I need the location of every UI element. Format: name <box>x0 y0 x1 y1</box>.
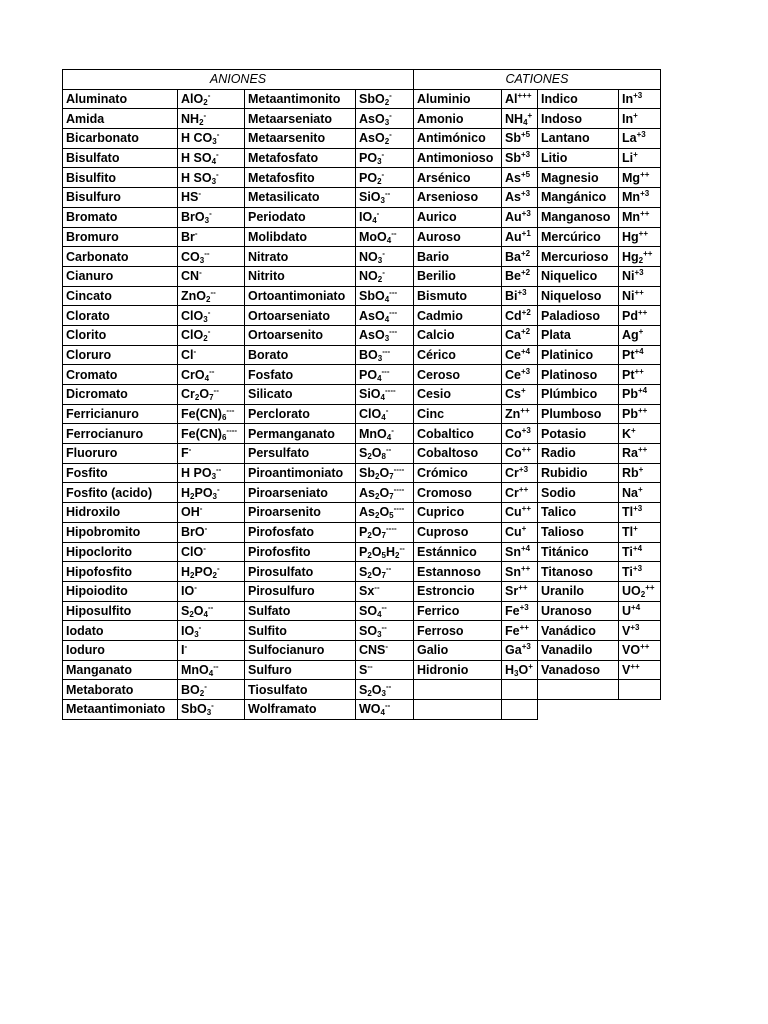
anion-name: Metaantimonito <box>245 89 356 109</box>
cation-name: Aurico <box>414 207 502 227</box>
anion-formula: IO- <box>178 581 245 601</box>
anion-formula: BrO$_3$- <box>178 207 245 227</box>
anion-formula: $PO_4^{---}$ <box>356 365 414 385</box>
cation-name: Antimónico <box>414 129 502 149</box>
anion-name: Hipoclorito <box>63 542 178 562</box>
table-row <box>63 227 661 247</box>
cation-name: Cobaltico <box>414 424 502 444</box>
anion-formula: SbO$_3$- <box>178 700 245 720</box>
anion-formula: F- <box>178 444 245 464</box>
cation-name: Antimonioso <box>414 148 502 168</box>
cation-name: Crómico <box>414 463 502 483</box>
cation-name: Bario <box>414 247 502 267</box>
cation-name: Indoso <box>538 109 619 129</box>
cation-formula: Li+ <box>619 148 661 168</box>
anion-formula: H $SO_3^-$ <box>178 168 245 188</box>
anion-formula: SbO$_4$--- <box>356 286 414 306</box>
anion-formula: AsO$_3$--- <box>356 325 414 345</box>
anion-name: Sulfocianuro <box>245 640 356 660</box>
cation-formula: Zn++ <box>502 404 538 424</box>
cation-formula: $Sn^{+4}$ <box>502 542 538 562</box>
table-row <box>63 385 661 405</box>
anion-formula: Cl- <box>178 345 245 365</box>
cation-name: Platinico <box>538 345 619 365</box>
anion-formula: $BO_2^-$ <box>178 680 245 700</box>
table-row <box>63 325 661 345</box>
anion-formula: $PO_2^-$ <box>356 168 414 188</box>
anion-name: Metafosfato <box>245 148 356 168</box>
cation-name: Cromoso <box>414 483 502 503</box>
cation-name: Cadmio <box>414 306 502 326</box>
table-row <box>63 424 661 444</box>
cation-name: Titánico <box>538 542 619 562</box>
cation-name: Cuproso <box>414 522 502 542</box>
anion-formula: $P_2O_5H_2^{--}$ <box>356 542 414 562</box>
anion-formula: ClO$_3$- <box>178 306 245 326</box>
cation-formula: Co++ <box>502 444 538 464</box>
cation-name: Indico <box>538 89 619 109</box>
cation-name: Aluminio <box>414 89 502 109</box>
cation-formula: $Ga^{+3}$ <box>502 640 538 660</box>
anion-formula: ClO$_4$- <box>356 404 414 424</box>
cation-name: Galio <box>414 640 502 660</box>
cation-formula: K+ <box>619 424 661 444</box>
cation-name: Uranoso <box>538 601 619 621</box>
anion-formula: $NO_3^-$ <box>356 247 414 267</box>
cation-name: Paladioso <box>538 306 619 326</box>
cation-name: Estannoso <box>414 562 502 582</box>
cation-formula: Al+++ <box>502 89 538 109</box>
table-row <box>63 286 661 306</box>
anion-formula: ClO- <box>178 542 245 562</box>
table-row <box>63 483 661 503</box>
anion-name: Sulfito <box>245 621 356 641</box>
anion-formula: $SO_3^{--}$ <box>356 621 414 641</box>
cation-name: Berilio <box>414 266 502 286</box>
table-row <box>63 601 661 621</box>
cation-name: Vanádico <box>538 621 619 641</box>
anion-formula: $S_2O_4^{--}$ <box>178 601 245 621</box>
cation-formula: $Cd^{+2}$ <box>502 306 538 326</box>
anion-formula: $NH_2^-$ <box>178 109 245 129</box>
cation-name: Radio <box>538 444 619 464</box>
anion-name: Manganato <box>63 660 178 680</box>
anion-formula: AsO$_4$--- <box>356 306 414 326</box>
cation-formula: Rb+ <box>619 463 661 483</box>
anion-name: Sulfuro <box>245 660 356 680</box>
anion-name: Fosfito (acido) <box>63 483 178 503</box>
anion-name: Fosfato <box>245 365 356 385</box>
cation-name: Ceroso <box>414 365 502 385</box>
anion-formula: $As_2O_5^{----}$ <box>356 503 414 523</box>
anion-formula: $IO_4^-$ <box>356 207 414 227</box>
cation-formula: $U^{+4}$ <box>619 601 661 621</box>
cation-formula: Mg++ <box>619 168 661 188</box>
anion-name: Hipoiodito <box>63 581 178 601</box>
cation-name: Cuprico <box>414 503 502 523</box>
cation-name: Auroso <box>414 227 502 247</box>
cation-formula: Sr++ <box>502 581 538 601</box>
table-row <box>63 621 661 641</box>
anion-name: Periodato <box>245 207 356 227</box>
anion-name: Piroarseniato <box>245 483 356 503</box>
cation-name: Cesio <box>414 385 502 405</box>
table-row <box>63 168 661 188</box>
cation-formula: $Co^{+3}$ <box>502 424 538 444</box>
anion-name: Nitrito <box>245 266 356 286</box>
anion-formula: ZnO$_2$-- <box>178 286 245 306</box>
cation-formula: $Bi^{+3}$ <box>502 286 538 306</box>
anion-formula: H $SO_4^-$ <box>178 148 245 168</box>
table-row <box>63 247 661 267</box>
cation-formula: In+ <box>619 109 661 129</box>
table-row <box>63 680 661 700</box>
anion-name: Metasilicato <box>245 188 356 208</box>
anion-name: Hipofosfito <box>63 562 178 582</box>
anion-name: Molibdato <box>245 227 356 247</box>
table-row <box>63 365 661 385</box>
cation-formula: $Ce^{+4}$ <box>502 345 538 365</box>
cation-formula: $Sb^{+3}$ <box>502 148 538 168</box>
cation-formula: Cu+ <box>502 522 538 542</box>
anion-formula: $SO_4^{--}$ <box>356 601 414 621</box>
cation-name: Plata <box>538 325 619 345</box>
anion-formula: MoO$_4$-- <box>356 227 414 247</box>
anion-formula: SiO$_3$-- <box>356 188 414 208</box>
cation-formula: $As^{+5}$ <box>502 168 538 188</box>
cation-formula: Cu++ <box>502 503 538 523</box>
cation-formula: Na+ <box>619 483 661 503</box>
anion-name: Iodato <box>63 621 178 641</box>
table-row <box>63 109 661 129</box>
cation-formula: Pt++ <box>619 365 661 385</box>
anion-formula: CN- <box>178 266 245 286</box>
cation-name: Talioso <box>538 522 619 542</box>
anion-formula: $H_2PO_3^-$ <box>178 483 245 503</box>
cation-formula: Mn++ <box>619 207 661 227</box>
cation-formula: Hg++ <box>619 227 661 247</box>
anion-name: Clorito <box>63 325 178 345</box>
cation-name: Uranilo <box>538 581 619 601</box>
cation-name: Estroncio <box>414 581 502 601</box>
anion-name: Wolframato <box>245 700 356 720</box>
cation-formula: $H_3O^+$ <box>502 660 538 680</box>
anion-name: Sulfato <box>245 601 356 621</box>
anions-header: ANIONES <box>63 70 414 90</box>
cation-name: Plumboso <box>538 404 619 424</box>
empty-cell <box>619 700 661 720</box>
anion-formula: ClO$_2$- <box>178 325 245 345</box>
cation-formula: $NH_4^+$ <box>502 109 538 129</box>
table-row <box>63 207 661 227</box>
table-row <box>63 404 661 424</box>
anion-name: Pirofosfito <box>245 542 356 562</box>
anion-name: Piroarsenito <box>245 503 356 523</box>
empty-cell <box>414 700 502 720</box>
anion-name: Borato <box>245 345 356 365</box>
cation-formula: $Ce^{+3}$ <box>502 365 538 385</box>
empty-cell <box>538 680 619 700</box>
anion-formula: Sx-- <box>356 581 414 601</box>
anion-name: Bicarbonato <box>63 129 178 149</box>
cation-formula: $Ca^{+2}$ <box>502 325 538 345</box>
cation-formula: $Ti^{+3}$ <box>619 562 661 582</box>
empty-cell <box>619 680 661 700</box>
table-row <box>63 266 661 286</box>
anion-formula: OH- <box>178 503 245 523</box>
anion-formula: $Sb_2O_7^{----}$ <box>356 463 414 483</box>
anion-formula: $BO_3^{---}$ <box>356 345 414 365</box>
cation-name: Mercúrico <box>538 227 619 247</box>
cation-name: Hidronio <box>414 660 502 680</box>
cation-name: Ferrico <box>414 601 502 621</box>
anion-name: Metaarsenito <box>245 129 356 149</box>
table-row <box>63 444 661 464</box>
cation-formula: $Sb^{+5}$ <box>502 129 538 149</box>
anion-name: Aluminato <box>63 89 178 109</box>
empty-cell <box>502 680 538 700</box>
anion-name: Hiposulfito <box>63 601 178 621</box>
anion-formula: AsO$_2$- <box>356 129 414 149</box>
cation-name: Lantano <box>538 129 619 149</box>
cation-formula: $Tl^{+3}$ <box>619 503 661 523</box>
cation-formula: Sn++ <box>502 562 538 582</box>
table-row <box>63 700 661 720</box>
anion-formula: CrO$_4$-- <box>178 365 245 385</box>
anion-formula: CNS- <box>356 640 414 660</box>
empty-cell <box>502 700 538 720</box>
table-row <box>63 562 661 582</box>
anion-name: Nitrato <box>245 247 356 267</box>
cation-formula: Ni++ <box>619 286 661 306</box>
anion-formula: Br- <box>178 227 245 247</box>
anion-name: Ferrocianuro <box>63 424 178 444</box>
header-row <box>63 70 661 90</box>
cation-name: Sodio <box>538 483 619 503</box>
cation-formula: $La^{+3}$ <box>619 129 661 149</box>
cation-formula: $Pt^{+4}$ <box>619 345 661 365</box>
cation-formula: $Fe^{+3}$ <box>502 601 538 621</box>
cation-formula: Cr++ <box>502 483 538 503</box>
cation-name: Estánnico <box>414 542 502 562</box>
cation-name: Ferroso <box>414 621 502 641</box>
anion-formula: MnO$_4$- <box>356 424 414 444</box>
anion-formula: SbO$_2$- <box>356 89 414 109</box>
anion-name: Clorato <box>63 306 178 326</box>
anion-name: Bromuro <box>63 227 178 247</box>
anion-name: Metaborato <box>63 680 178 700</box>
anion-formula: $As_2O_7^{----}$ <box>356 483 414 503</box>
cation-name: Mangánico <box>538 188 619 208</box>
table-row <box>63 345 661 365</box>
anion-formula: BrO- <box>178 522 245 542</box>
cation-name: Mercurioso <box>538 247 619 267</box>
anion-formula: $Cr_2O_7^{--}$ <box>178 385 245 405</box>
cation-formula: $As^{+3}$ <box>502 188 538 208</box>
anion-formula: HS- <box>178 188 245 208</box>
cation-formula: $Pb^{+4}$ <box>619 385 661 405</box>
anion-name: Pirosulfato <box>245 562 356 582</box>
table-row <box>63 188 661 208</box>
anion-formula: $S_2O_8^{--}$ <box>356 444 414 464</box>
anion-name: Metafosfito <box>245 168 356 188</box>
anion-formula: I- <box>178 640 245 660</box>
table-row <box>63 463 661 483</box>
anion-formula: $S_2O_7^{--}$ <box>356 562 414 582</box>
anion-formula: $H_2PO_2^-$ <box>178 562 245 582</box>
anion-formula: $CO_3^{--}$ <box>178 247 245 267</box>
anion-formula: MnO$_4$-- <box>178 660 245 680</box>
anion-name: Ferricianuro <box>63 404 178 424</box>
cation-name: Bismuto <box>414 286 502 306</box>
anion-name: Amida <box>63 109 178 129</box>
cation-formula: Fe++ <box>502 621 538 641</box>
table-row <box>63 640 661 660</box>
cation-name: Rubidio <box>538 463 619 483</box>
cation-formula: Pd++ <box>619 306 661 326</box>
anion-name: Piroantimoniato <box>245 463 356 483</box>
cation-name: Vanadilo <box>538 640 619 660</box>
anion-name: Carbonato <box>63 247 178 267</box>
cation-formula: Cs+ <box>502 385 538 405</box>
anion-formula: H $CO_3^-$ <box>178 129 245 149</box>
cation-formula: Ag+ <box>619 325 661 345</box>
anion-formula: $NO_2^-$ <box>356 266 414 286</box>
cation-name: Talico <box>538 503 619 523</box>
anion-formula: $S_2O_3^{--}$ <box>356 680 414 700</box>
cation-formula: Pb++ <box>619 404 661 424</box>
cation-formula: $Ba^{+2}$ <box>502 247 538 267</box>
anion-name: Bromato <box>63 207 178 227</box>
anion-name: Perclorato <box>245 404 356 424</box>
cation-name: Potasio <box>538 424 619 444</box>
anion-name: Cloruro <box>63 345 178 365</box>
anion-formula: SiO$_4$---- <box>356 385 414 405</box>
anion-name: Pirosulfuro <box>245 581 356 601</box>
cation-name: Plúmbico <box>538 385 619 405</box>
table-row <box>63 522 661 542</box>
cation-formula: $Ni^{+3}$ <box>619 266 661 286</box>
anion-name: Pirofosfato <box>245 522 356 542</box>
cation-formula: Tl+ <box>619 522 661 542</box>
empty-cell <box>414 680 502 700</box>
cation-name: Cérico <box>414 345 502 365</box>
anion-name: Metaarseniato <box>245 109 356 129</box>
anion-formula: $IO_3^-$ <box>178 621 245 641</box>
table-row <box>63 581 661 601</box>
cation-formula: Ra++ <box>619 444 661 464</box>
anion-name: Bisulfito <box>63 168 178 188</box>
anion-name: Bisulfuro <box>63 188 178 208</box>
cation-formula: $Au^{+3}$ <box>502 207 538 227</box>
anion-formula: $Fe(CN)_6^{----}$ <box>178 424 245 444</box>
ion-table <box>62 69 661 720</box>
cation-name: Cinc <box>414 404 502 424</box>
anion-formula: $WO_4^{--}$ <box>356 700 414 720</box>
anion-name: Dicromato <box>63 385 178 405</box>
cation-formula: $Ti^{+4}$ <box>619 542 661 562</box>
anion-name: Permanganato <box>245 424 356 444</box>
anion-formula: $PO_3^-$ <box>356 148 414 168</box>
cation-name: Magnesio <box>538 168 619 188</box>
anion-formula: H $PO_3^{--}$ <box>178 463 245 483</box>
anion-name: Fluoruro <box>63 444 178 464</box>
table-row <box>63 89 661 109</box>
table-row <box>63 148 661 168</box>
cation-name: Amonio <box>414 109 502 129</box>
cation-formula: $Cr^{+3}$ <box>502 463 538 483</box>
anion-name: Hidroxilo <box>63 503 178 523</box>
anion-name: Persulfato <box>245 444 356 464</box>
table-row <box>63 306 661 326</box>
cation-formula: $In^{+3}$ <box>619 89 661 109</box>
cation-name: Manganoso <box>538 207 619 227</box>
cation-formula: $Be^{+2}$ <box>502 266 538 286</box>
anion-name: Cromato <box>63 365 178 385</box>
cation-name: Arsenioso <box>414 188 502 208</box>
cation-name: Vanadoso <box>538 660 619 680</box>
table-row <box>63 542 661 562</box>
cations-header: CATIONES <box>414 70 661 90</box>
cation-formula: $Mn^{+3}$ <box>619 188 661 208</box>
anion-name: Ortoantimoniato <box>245 286 356 306</box>
cation-formula: $Hg_2^{++}$ <box>619 247 661 267</box>
cation-name: Litio <box>538 148 619 168</box>
cation-name: Calcio <box>414 325 502 345</box>
cation-formula: $Au^{+1}$ <box>502 227 538 247</box>
cation-name: Niquelico <box>538 266 619 286</box>
cation-formula: $V^{+3}$ <box>619 621 661 641</box>
ion-rows <box>63 89 661 719</box>
anion-name: Ortoarsenito <box>245 325 356 345</box>
cation-name: Titanoso <box>538 562 619 582</box>
anion-name: Cincato <box>63 286 178 306</box>
table-row <box>63 503 661 523</box>
anion-name: Metaantimoniato <box>63 700 178 720</box>
cation-name: Arsénico <box>414 168 502 188</box>
anion-name: Fosfito <box>63 463 178 483</box>
anion-name: Silicato <box>245 385 356 405</box>
empty-cell <box>538 700 619 720</box>
anion-name: Hipobromito <box>63 522 178 542</box>
anion-name: Tiosulfato <box>245 680 356 700</box>
cation-name: Cobaltoso <box>414 444 502 464</box>
cation-formula: V++ <box>619 660 661 680</box>
cation-name: Niqueloso <box>538 286 619 306</box>
cation-formula: VO++ <box>619 640 661 660</box>
cation-formula: $UO_2^{++}$ <box>619 581 661 601</box>
anion-formula: AsO$_3$- <box>356 109 414 129</box>
anion-name: Cianuro <box>63 266 178 286</box>
table-row <box>63 660 661 680</box>
table-row <box>63 129 661 149</box>
anion-formula: $P_2O_7^{----}$ <box>356 522 414 542</box>
anion-formula: AlO$_2$- <box>178 89 245 109</box>
anion-formula: S-- <box>356 660 414 680</box>
cation-name: Platinoso <box>538 365 619 385</box>
anion-formula: $Fe(CN)_6^{---}$ <box>178 404 245 424</box>
anion-name: Ortoarseniato <box>245 306 356 326</box>
anion-name: Bisulfato <box>63 148 178 168</box>
anion-name: Ioduro <box>63 640 178 660</box>
